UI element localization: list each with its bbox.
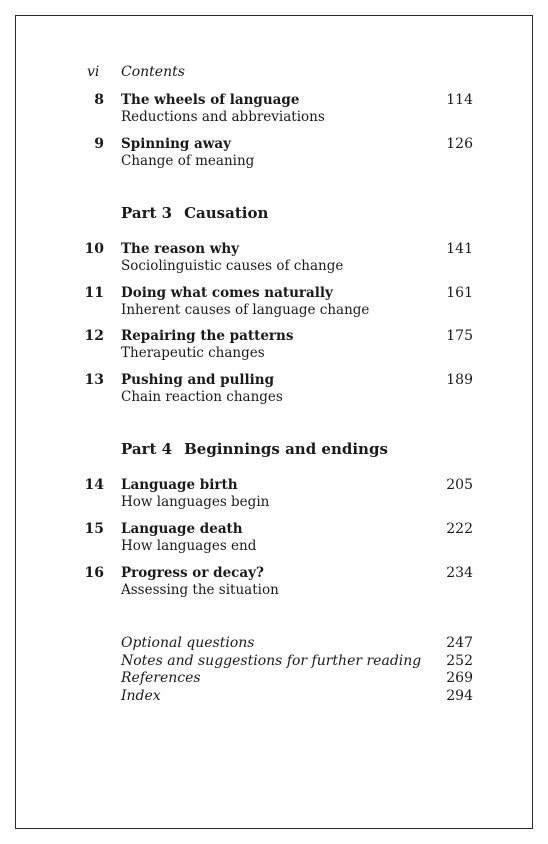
part-3-heading[interactable]	[121, 203, 268, 223]
chapter-title: Repairing the patterns	[121, 328, 294, 344]
chapter-number: 16	[84, 565, 104, 581]
chapter-title: The wheels of language	[121, 92, 300, 108]
chapter-number: 10	[84, 241, 104, 257]
back-matter-page-number: 294	[446, 688, 473, 704]
toc-entry-chapter-15[interactable]	[0, 520, 548, 556]
toc-entry-references[interactable]	[0, 669, 548, 687]
toc-entry-chapter-16[interactable]	[0, 564, 548, 600]
toc-entry-chapter-9[interactable]	[0, 135, 548, 171]
chapter-page-number: 189	[446, 372, 473, 388]
running-title: Contents	[121, 64, 185, 80]
toc-entry-chapter-12[interactable]	[0, 327, 548, 363]
chapter-title: Spinning away	[121, 136, 231, 152]
toc-entry-chapter-11[interactable]	[0, 284, 548, 320]
page-folio: vi	[87, 64, 100, 80]
back-matter-label: References	[121, 670, 201, 686]
chapter-page-number: 222	[446, 521, 473, 537]
part-label: Part 4	[121, 440, 173, 458]
part-title: Beginnings and endings	[184, 440, 388, 458]
chapter-subtitle: Sociolinguistic causes of change	[121, 258, 344, 274]
chapter-number: 9	[94, 136, 104, 152]
part-4-heading[interactable]	[121, 439, 388, 459]
chapter-title: Language birth	[121, 477, 238, 493]
chapter-subtitle: Chain reaction changes	[121, 389, 283, 405]
chapter-page-number: 175	[446, 328, 473, 344]
chapter-number: 14	[84, 477, 104, 493]
chapter-page-number: 234	[446, 565, 473, 581]
toc-entry-optional-questions[interactable]	[0, 634, 548, 652]
chapter-subtitle: Inherent causes of language change	[121, 302, 370, 318]
back-matter-label: Index	[121, 688, 161, 704]
back-matter-page-number: 269	[446, 670, 473, 686]
chapter-title: Language death	[121, 521, 243, 537]
chapter-number: 15	[84, 521, 104, 537]
chapter-page-number: 205	[446, 477, 473, 493]
chapter-subtitle: How languages begin	[121, 494, 270, 510]
chapter-number: 11	[84, 285, 104, 301]
chapter-page-number: 126	[446, 136, 473, 152]
toc-entry-chapter-8[interactable]	[0, 91, 548, 127]
toc-entry-chapter-14[interactable]	[0, 476, 548, 512]
back-matter-page-number: 247	[446, 635, 473, 651]
chapter-subtitle: Change of meaning	[121, 153, 255, 169]
chapter-number: 8	[94, 92, 104, 108]
chapter-number: 13	[84, 372, 104, 388]
chapter-page-number: 161	[446, 285, 473, 301]
chapter-page-number: 114	[446, 92, 473, 108]
running-header	[87, 64, 185, 80]
chapter-page-number: 141	[446, 241, 473, 257]
chapter-title: Doing what comes naturally	[121, 285, 333, 301]
toc-entry-chapter-13[interactable]	[0, 371, 548, 407]
toc-entry-index[interactable]	[0, 687, 548, 705]
part-label: Part 3	[121, 204, 173, 222]
back-matter-label: Optional questions	[121, 635, 255, 651]
back-matter-label: Notes and suggestions for further reading	[121, 653, 422, 669]
chapter-subtitle: Therapeutic changes	[121, 345, 265, 361]
toc-entry-chapter-10[interactable]	[0, 240, 548, 276]
back-matter-page-number: 252	[446, 653, 473, 669]
part-title: Causation	[184, 204, 269, 222]
chapter-title: Progress or decay?	[121, 565, 264, 581]
chapter-title: Pushing and pulling	[121, 372, 275, 388]
chapter-title: The reason why	[121, 241, 239, 257]
chapter-number: 12	[84, 328, 104, 344]
chapter-subtitle: How languages end	[121, 538, 257, 554]
toc-entry-notes[interactable]	[0, 652, 548, 670]
chapter-subtitle: Assessing the situation	[121, 582, 279, 598]
chapter-subtitle: Reductions and abbreviations	[121, 109, 325, 125]
